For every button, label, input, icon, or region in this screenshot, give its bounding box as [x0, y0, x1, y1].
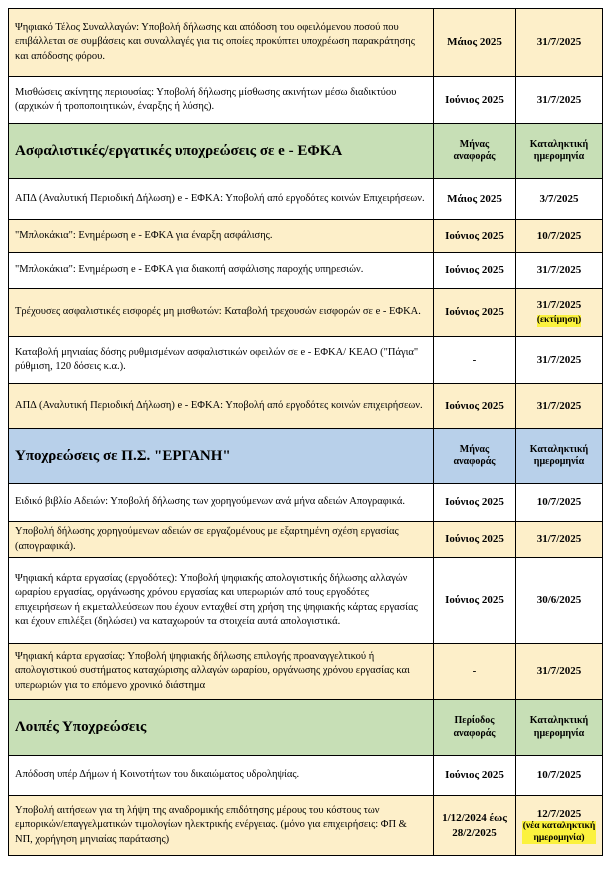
deadline-date: 31/7/2025: [536, 399, 582, 412]
table-row: [9, 77, 603, 124]
deadline-cell: [516, 796, 603, 856]
table-row: [9, 384, 603, 429]
table-row: [9, 756, 603, 796]
reference-month: Ιούνιος 2025: [434, 484, 516, 522]
obligation-description: Ψηφιακή κάρτα εργασίας: Υποβολή ψηφιακής δήλωσης επιλογής προαναγγελτικού ή απολογιστικού συστήματος καταχώρισης αλλαγών ωραρίου, οργάνωσης χρόνου εργασίας και υπερωριών για το επόμενο χρονικό διάστημα: [9, 644, 434, 700]
column-header-deadline: Καταληκτική ημερομηνία: [516, 429, 603, 484]
reference-month: Ιούνιος 2025: [434, 289, 516, 337]
obligation-description: Καταβολή μηνιαίας δόσης ρυθμισμένων ασφαλιστικών οφειλών σε e - ΕΦΚΑ/ ΚΕΑΟ ("Πάγια" ρύθμιση, 120 δόσεις κ.α.).: [9, 337, 434, 384]
table-row: [9, 337, 603, 384]
reference-month: Ιούνιος 2025: [434, 77, 516, 124]
table-row: [9, 9, 603, 77]
column-header-reference-period: Μήνας αναφοράς: [434, 124, 516, 179]
table-row: [9, 484, 603, 522]
deadline-cell: [516, 522, 603, 558]
deadline-date: 31/7/2025: [536, 36, 582, 49]
table-row: [9, 644, 603, 700]
obligation-description: Ψηφιακή κάρτα εργασίας (εργοδότες): Υποβολή ψηφιακής απολογιστικής δήλωσης αλλαγών ωραρίου εργασίας, οργάνωσης χρόνου εργασίας και υπερωριών από τους εργοδότες επιχειρήσεων ή εκμεταλλεύσεων που έχουν ενταχθεί στη χρήση της ψηφιακής κάρτας εργασίας και έχουν επιλέξει (δηλώσει) να καταχωρούν τα στοιχεία αυτά απολογιστικά.: [9, 558, 434, 644]
table-row: [9, 558, 603, 644]
obligation-description: "Μπλοκάκια": Ενημέρωση e - ΕΦΚΑ για έναρξη ασφάλισης.: [9, 220, 434, 253]
deadline-cell: [516, 484, 603, 522]
deadline-cell: [516, 77, 603, 124]
obligations-table: [8, 8, 603, 856]
obligation-description: ΑΠΔ (Αναλυτική Περιοδική Δήλωση) e - ΕΦΚΑ: Υποβολή από εργοδότες κοινών Επιχειρήσεων.: [9, 179, 434, 220]
deadline-note: (νέα καταληκτική ημερομηνία): [522, 821, 596, 843]
table-row: [9, 796, 603, 856]
deadline-date: 31/7/2025: [536, 533, 582, 546]
section-title: Υποχρεώσεις σε Π.Σ. "ΕΡΓΑΝΗ": [9, 429, 434, 484]
reference-month: 1/12/2024 έως 28/2/2025: [434, 796, 516, 856]
obligation-description: Ψηφιακό Τέλος Συναλλαγών: Υποβολή δήλωσης και απόδοση του οφειλόμενου ποσού που επιβάλλεται σε συμβάσεις και συναλλαγές για τις οποίες προκύπτει υποχρέωση παρακράτησης και απόδοσης φόρου.: [9, 9, 434, 77]
column-header-reference-period: Μήνας αναφοράς: [434, 429, 516, 484]
section-title: Λοιπές Υποχρεώσεις: [9, 700, 434, 756]
column-header-deadline: Καταληκτική ημερομηνία: [516, 700, 603, 756]
deadline-cell: [516, 9, 603, 77]
deadline-date: 10/7/2025: [536, 496, 582, 509]
deadline-date: 31/7/2025: [536, 93, 582, 106]
deadline-date: 31/7/2025: [536, 353, 582, 366]
section-title: Ασφαλιστικές/εργατικές υποχρεώσεις σε e - ΕΦΚΑ: [9, 124, 434, 179]
reference-month: Μάιος 2025: [434, 9, 516, 77]
reference-month: -: [434, 337, 516, 384]
table-row: [9, 522, 603, 558]
table-row: [9, 179, 603, 220]
column-header-deadline: Καταληκτική ημερομηνία: [516, 124, 603, 179]
obligation-description: Ειδικό βιβλίο Αδειών: Υποβολή δήλωσης των χορηγούμενων ανά μήνα αδειών Απογραφικά.: [9, 484, 434, 522]
deadline-cell: [516, 289, 603, 337]
deadline-cell: [516, 179, 603, 220]
reference-month: Ιούνιος 2025: [434, 220, 516, 253]
deadline-date: 10/7/2025: [536, 229, 582, 242]
obligation-description: ΑΠΔ (Αναλυτική Περιοδική Δήλωση) e - ΕΦΚΑ: Υποβολή από εργοδότες κοινών επιχειρήσεων.: [9, 384, 434, 429]
reference-month: -: [434, 644, 516, 700]
section-header-row: [9, 700, 603, 756]
obligation-description: Μισθώσεις ακίνητης περιουσίας: Υποβολή δήλωσης μίσθωσης ακινήτων μέσω διαδικτύου (αρχικών ή τροποποιητικών, έναρξης ή λύσης).: [9, 77, 434, 124]
obligation-description: "Μπλοκάκια": Ενημέρωση e - ΕΦΚΑ για διακοπή ασφάλισης παροχής υπηρεσιών.: [9, 253, 434, 289]
deadline-cell: [516, 220, 603, 253]
obligation-description: Απόδοση υπέρ Δήμων ή Κοινοτήτων του δικαιώματος υδροληψίας.: [9, 756, 434, 796]
table-row: [9, 220, 603, 253]
deadline-cell: [516, 558, 603, 644]
deadline-cell: [516, 756, 603, 796]
table-row: [9, 253, 603, 289]
deadline-note: (εκτίμηση): [536, 315, 582, 326]
reference-month: Ιούνιος 2025: [434, 558, 516, 644]
section-header-row: [9, 124, 603, 179]
obligation-description: Υποβολή δήλωσης χορηγούμενων αδειών σε εργαζομένους με εξαρτημένη σχέση εργασίας (απογραφικά).: [9, 522, 434, 558]
deadline-cell: [516, 253, 603, 289]
deadline-date: 3/7/2025: [539, 192, 579, 205]
deadline-date: 31/7/2025: [536, 665, 582, 678]
column-header-reference-period: Περίοδος αναφοράς: [434, 700, 516, 756]
deadline-date: 30/6/2025: [536, 594, 582, 607]
deadline-cell: [516, 644, 603, 700]
deadline-cell: [516, 337, 603, 384]
section-header-row: [9, 429, 603, 484]
reference-month: Ιούνιος 2025: [434, 384, 516, 429]
reference-month: Ιούνιος 2025: [434, 253, 516, 289]
reference-month: Μάιος 2025: [434, 179, 516, 220]
obligation-description: Τρέχουσες ασφαλιστικές εισφορές μη μισθωτών: Καταβολή τρεχουσών εισφορών σε e - ΕΦΚΑ.: [9, 289, 434, 337]
table-row: [9, 289, 603, 337]
deadline-date: 31/7/2025: [536, 299, 582, 312]
obligation-description: Υποβολή αιτήσεων για τη λήψη της αναδρομικής επιδότησης μέρους του κόστους των εμπορικών/επαγγελματικών τιμολογίων ηλεκτρικής ενέργειας. (μόνο για επιχειρήσεις: ΦΠ & ΝΠ, χορήγηση μηνιαίας παράτασης): [9, 796, 434, 856]
deadline-date: 12/7/2025: [536, 807, 582, 820]
deadline-date: 31/7/2025: [536, 264, 582, 277]
reference-month: Ιούνιος 2025: [434, 522, 516, 558]
reference-month: Ιούνιος 2025: [434, 756, 516, 796]
deadline-date: 10/7/2025: [536, 769, 582, 782]
deadline-cell: [516, 384, 603, 429]
